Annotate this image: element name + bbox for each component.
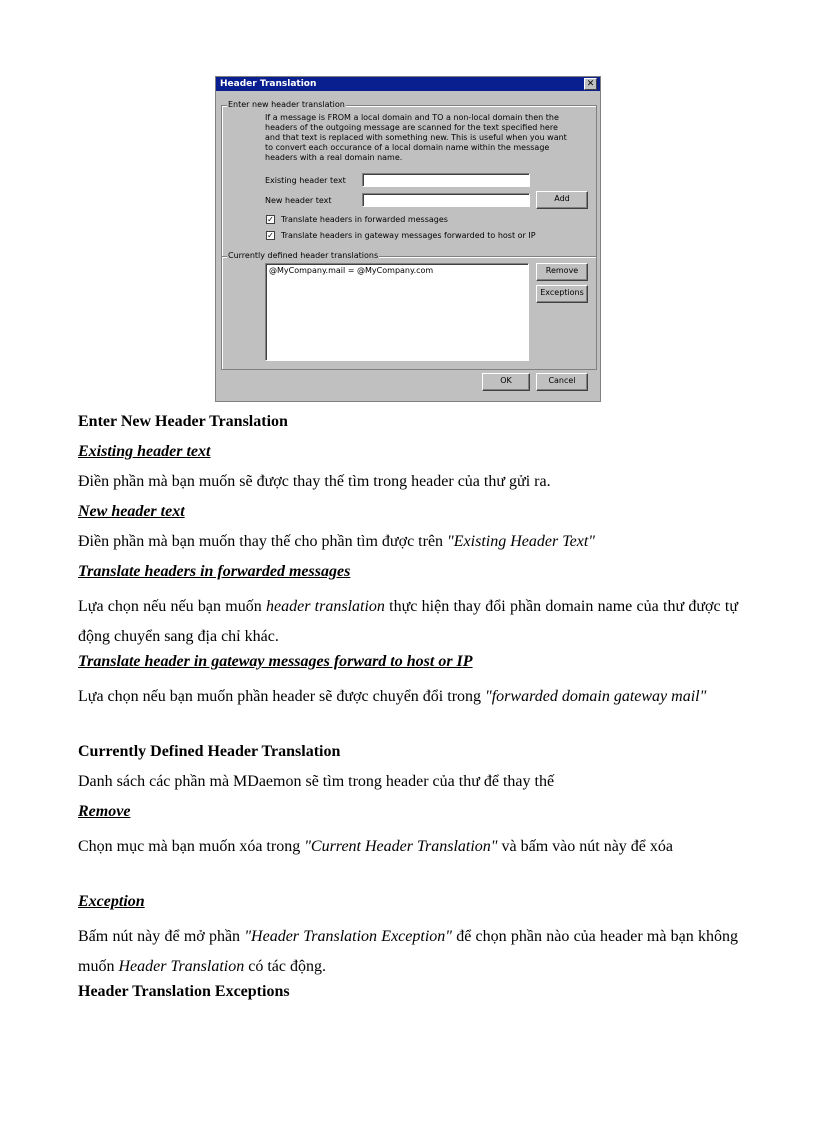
heading-current: Currently Defined Header Translation <box>78 743 341 760</box>
para-remove-b: "Current Header Translation" <box>304 838 498 855</box>
para-exception-e: có tác động. <box>244 958 326 975</box>
subheading-forwarded-text: Translate headers in forwarded messages <box>78 563 351 580</box>
subheading-existing <box>78 442 738 462</box>
para-forwarded-a: Lựa chọn nếu nếu bạn muốn <box>78 598 266 615</box>
forwarded-checkbox-label: Translate headers in forwarded messages <box>281 215 448 224</box>
remove-button[interactable] <box>536 263 588 281</box>
subheading-forwarded <box>78 562 738 582</box>
para-gateway <box>78 682 738 712</box>
existing-header-input[interactable] <box>362 173 530 187</box>
new-header-input[interactable] <box>362 193 530 207</box>
para-existing: Điền phần mà bạn muốn sẽ được thay thế tìm trong header của thư gửi ra. <box>78 473 551 490</box>
existing-label: Existing header text <box>265 176 346 185</box>
translations-list[interactable] <box>265 263 529 361</box>
list-item[interactable]: @MyCompany.mail = @MyCompany.com <box>269 266 434 275</box>
remove-button-label: Remove <box>545 266 579 275</box>
para-new <box>78 532 738 552</box>
subheading-remove <box>78 802 738 822</box>
para-exception <box>78 922 738 982</box>
para-exception-a: Bấm nút này để mở phần <box>78 928 245 945</box>
enter-group-label: Enter new header translation <box>228 100 345 109</box>
para-forwarded-c: thực hiện thay đổi phần domain name của thư được tự động chuyển sang địa chỉ khác. <box>78 598 738 645</box>
para-forwarded-b: header translation <box>265 598 385 615</box>
new-label: New header text <box>265 196 332 205</box>
subheading-gateway <box>78 652 738 672</box>
ok-button[interactable] <box>482 373 530 391</box>
subheading-remove-text: Remove <box>78 803 131 820</box>
para-exception-b: "Header Translation Exception" <box>244 928 452 945</box>
para-gateway-a: Lựa chọn nếu bạn muốn phần header sẽ được chuyển đổi trong <box>78 688 486 705</box>
subheading-gateway-text: Translate header in gateway messages forward to host or IP <box>78 653 473 670</box>
heading-enter-new: Enter New Header Translation <box>78 413 288 430</box>
cancel-button[interactable] <box>536 373 588 391</box>
forwarded-checkbox[interactable]: ✓ <box>267 215 274 224</box>
para-forwarded <box>78 592 738 652</box>
header-translation-dialog <box>215 76 601 402</box>
exceptions-button-label: Exceptions <box>540 288 584 297</box>
para-new-b: "Existing Header Text" <box>447 533 595 550</box>
ok-button-label: OK <box>500 376 512 385</box>
cancel-button-label: Cancel <box>548 376 576 385</box>
para-gateway-b: "forwarded domain gateway mail" <box>485 688 707 705</box>
para-current: Danh sách các phần mà MDaemon sẽ tìm trong header của thư để thay thế <box>78 773 555 790</box>
heading-exceptions: Header Translation Exceptions <box>78 983 290 1000</box>
close-icon[interactable]: ✕ <box>584 78 597 90</box>
dialog-title: Header Translation <box>220 79 317 89</box>
para-new-a: Điền phần mà bạn muốn thay thế cho phần tìm được trên <box>78 533 448 550</box>
para-remove-a: Chọn mục mà bạn muốn xóa trong <box>78 838 305 855</box>
add-button[interactable] <box>536 191 588 209</box>
subheading-exception-text: Exception <box>78 893 145 910</box>
para-remove-c: và bấm vào nút này để xóa <box>497 838 673 855</box>
add-button-label: Add <box>554 194 570 203</box>
para-exception-d: Header Translation <box>118 958 245 975</box>
current-group-label: Currently defined header translations <box>228 251 379 260</box>
para-exception-c: để chọn phần nào của header mà bạn không muốn <box>78 928 739 975</box>
dialog-titlebar <box>216 77 600 91</box>
exceptions-button[interactable] <box>536 285 588 303</box>
subheading-existing-text: Existing header text <box>78 443 211 460</box>
gateway-checkbox[interactable]: ✓ <box>267 231 274 240</box>
subheading-new <box>78 502 738 522</box>
gateway-checkbox-label: Translate headers in gateway messages forwarded to host or IP <box>281 231 536 240</box>
subheading-exception <box>78 892 738 912</box>
para-remove <box>78 832 738 862</box>
description-text: If a message is FROM a local domain and TO a non-local domain then the headers of the outgoing message are scanned for the text specified here and that text is replaced with something new. This is useful when you want to convert each occurance of a local domain name within the message headers with a real domain name. <box>265 113 567 162</box>
subheading-new-text: New header text <box>78 503 185 520</box>
